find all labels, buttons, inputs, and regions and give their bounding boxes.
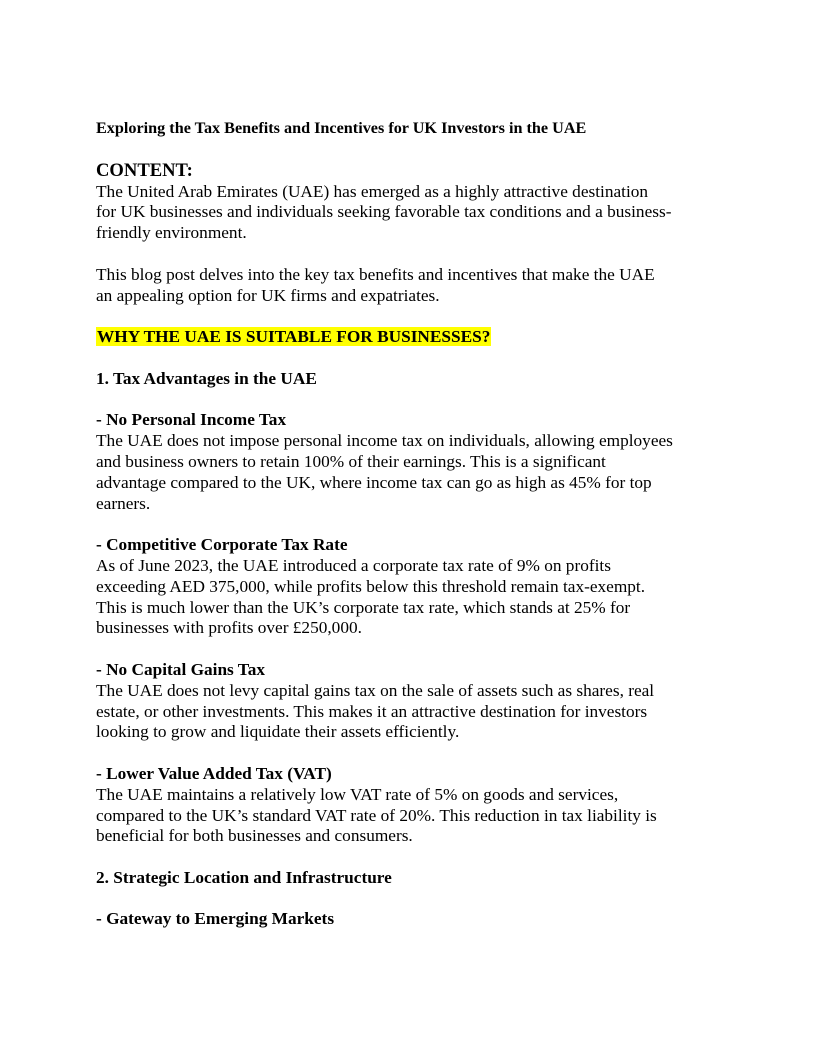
content-heading: CONTENT: xyxy=(96,159,193,181)
item-heading: - No Personal Income Tax xyxy=(96,410,287,430)
section-heading: 2. Strategic Location and Infrastructure xyxy=(96,867,392,887)
item-heading: - No Capital Gains Tax xyxy=(96,659,266,679)
text-line: This is much lower than the UK’s corporate tax rate, which stands at 25% for xyxy=(96,597,631,617)
highlight-heading-line xyxy=(96,327,736,348)
highlighted-heading: WHY THE UAE IS SUITABLE FOR BUSINESSES? xyxy=(97,327,491,347)
item-paragraph xyxy=(96,785,736,847)
text-line: The UAE maintains a relatively low VAT rate of 5% on goods and services, xyxy=(96,784,619,804)
text-line: The UAE does not impose personal income tax on individuals, allowing employees xyxy=(96,431,673,451)
document-title: Exploring the Tax Benefits and Incentives for UK Investors in the UAE xyxy=(96,119,587,137)
section-heading: 1. Tax Advantages in the UAE xyxy=(96,368,317,388)
text-line: an appealing option for UK firms and expatriates. xyxy=(96,285,440,305)
text-line: beneficial for both businesses and consumers. xyxy=(96,826,413,846)
text-line: compared to the UK’s standard VAT rate of 20%. This reduction in tax liability is xyxy=(96,805,657,825)
text-line: friendly environment. xyxy=(96,223,247,243)
text-line: and business owners to retain 100% of their earnings. This is a significant xyxy=(96,451,606,471)
text-line: The United Arab Emirates (UAE) has emerged as a highly attractive destination xyxy=(96,181,649,201)
text-line: looking to grow and liquidate their assets efficiently. xyxy=(96,722,460,742)
text-line: earners. xyxy=(96,493,151,513)
text-line: As of June 2023, the UAE introduced a corporate tax rate of 9% on profits xyxy=(96,555,611,575)
text-line: businesses with profits over £250,000. xyxy=(96,618,362,638)
item-heading: - Gateway to Emerging Markets xyxy=(96,909,335,929)
item-heading: - Competitive Corporate Tax Rate xyxy=(96,535,348,555)
text-line: The UAE does not levy capital gains tax on the sale of assets such as shares, real xyxy=(96,680,655,700)
text-line: for UK businesses and individuals seeking favorable tax conditions and a business- xyxy=(96,202,672,222)
document-page xyxy=(96,118,736,930)
text-line: estate, or other investments. This makes it an attractive destination for investors xyxy=(96,701,648,721)
item-paragraph xyxy=(96,681,736,743)
text-line: This blog post delves into the key tax benefits and incentives that make the UAE xyxy=(96,264,655,284)
text-line: advantage compared to the UK, where income tax can go as high as 45% for top xyxy=(96,472,652,492)
item-paragraph xyxy=(96,556,736,639)
item-heading: - Lower Value Added Tax (VAT) xyxy=(96,763,332,783)
item-paragraph xyxy=(96,431,736,514)
text-line: exceeding AED 375,000, while profits below this threshold remain tax-exempt. xyxy=(96,576,646,596)
intro-paragraph-2 xyxy=(96,265,736,307)
intro-paragraph xyxy=(96,182,736,244)
